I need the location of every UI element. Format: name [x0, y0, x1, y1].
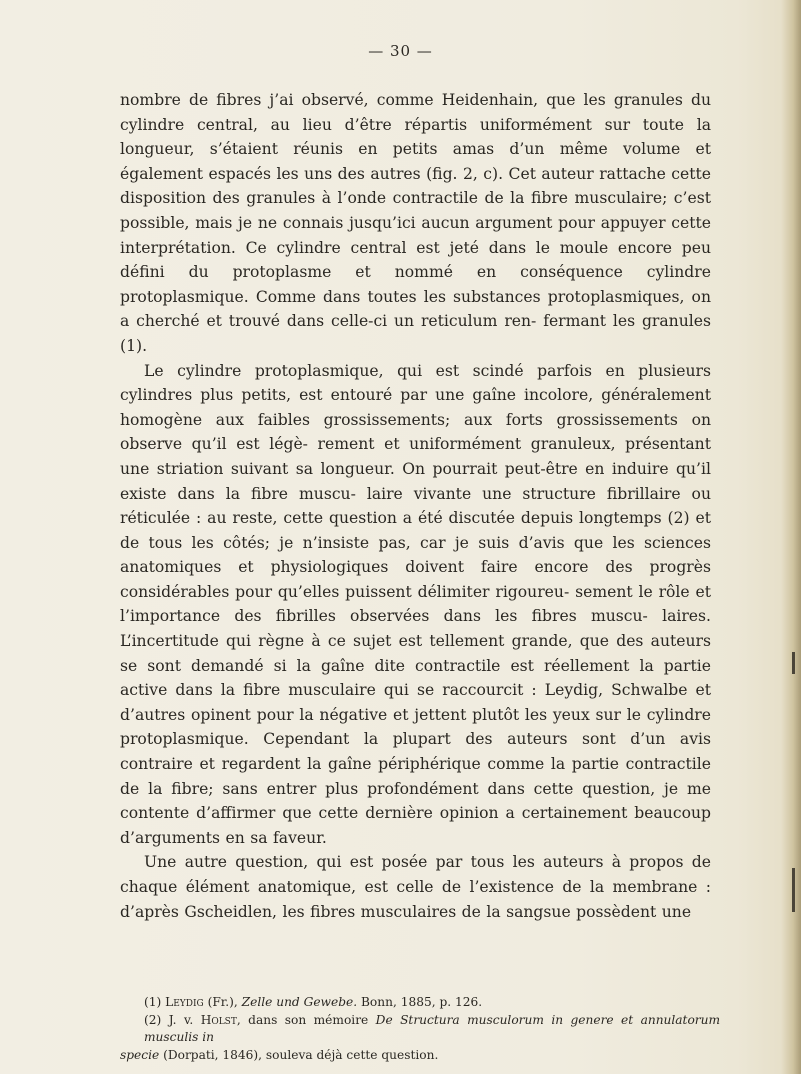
text-line: central est jeté dans le moule encore peu défini du protoplasme et nommé [120, 238, 711, 282]
text-line: protoplasmiques, on a cherché et trouvé dans celle-ci un reticulum ren- [120, 287, 711, 331]
text-line: laires. L’incertitude qui règne à ce sujet est tellement grande, que des [120, 607, 711, 651]
footnotes [120, 994, 720, 1064]
text-line: rement et uniformément granuleux, présentant une striation suivant sa [120, 435, 711, 478]
text-line: faveur. [273, 828, 327, 847]
text-line: entrer plus profondément dans cette question, je me contente d’affirmer [120, 779, 711, 823]
text-line: active dans la fibre musculaire qui se raccourcit : Leydig, Schwalbe et [120, 681, 711, 700]
binding-mark [792, 652, 795, 674]
text-line: à l’onde contractile de la fibre musculaire; c’est possible, mais je ne connais [120, 189, 711, 232]
text-line: jusqu’ici aucun argument pour appuyer cette interprétation. Ce cylindre [120, 213, 711, 257]
text-line: nombre de fibres j’ai observé, comme Heidenhain, que les granules du [120, 91, 711, 109]
footnote-2-continued: specie (Dorpati, 1846), souleva déjà cette question. [120, 1047, 439, 1062]
text-line: regardent la gaîne périphérique comme la partie contractile de la fibre; sans [120, 755, 711, 798]
text-line: Le cylindre protoplasmique, qui est scindé parfois en plusieurs cylindres [120, 361, 711, 405]
text-line: s’étaient réunis en petits amas d’un même volume et également espacés les [120, 140, 711, 183]
text-line: encore des progrès considérables pour qu’elles puissent délimiter rigoureu- [120, 558, 711, 601]
text-line: chaque élément anatomique, est celle de l’existence de la membrane : [120, 878, 711, 896]
text-line: Une autre question, qui est posée par tous les auteurs à propos de [144, 853, 711, 872]
text-line: faibles grossissements; aux forts grossissements on observe qu’il est légè- [120, 410, 712, 454]
paragraph-1 [120, 88, 711, 359]
paragraph-2 [120, 359, 711, 851]
text-line: cylindre central, au lieu d’être répartis uniformément sur toute la longueur, [120, 115, 711, 159]
text-line: auteurs se sont demandé si la gaîne dite contractile est réellement la partie [120, 632, 711, 675]
text-line: suis d’avis que les sciences anatomiques et physiologiques doivent faire [120, 533, 711, 577]
body-text [120, 88, 711, 924]
text-line: été discutée depuis longtemps (2) et de tous les côtés; je n’insiste pas, car je [120, 509, 711, 552]
text-line: fermant les granules (1). [120, 312, 711, 355]
paragraph-3 [120, 850, 711, 924]
text-line: longueur. On pourrait peut-être en induire qu’il existe dans la fibre muscu- [120, 459, 711, 503]
text-line: en conséquence cylindre protoplasmique. Comme dans toutes les substances [120, 263, 711, 306]
footnote-1: (1) Leydig (Fr.), Zelle und Gewebe. Bonn, 1885, p. 126. [144, 995, 483, 1009]
text-line: laire vivante une structure fibrillaire ou réticulée : au reste, cette question a [120, 484, 711, 528]
text-line: d’autres opinent pour la négative et jettent plutôt les yeux sur le cylindre [120, 705, 711, 724]
text-line: que cette dernière opinion a certainement beaucoup d’arguments en sa [120, 804, 711, 847]
text-line: protoplasmique. Cependant la plupart des auteurs sont d’un avis contraire et [120, 730, 711, 774]
page-number: — 30 — [368, 42, 433, 60]
binding-mark [792, 868, 795, 912]
page-edge-shadow [781, 0, 801, 1074]
text-line: d’après Gscheidlen, les fibres musculaires de la sangsue possèdent une [120, 902, 692, 921]
text-line: sement le rôle et l’importance des fibrilles observées dans les fibres muscu- [120, 582, 711, 626]
text-line: uns des autres (fig. 2, c). Cet auteur rattache cette disposition des granules [120, 164, 711, 208]
text-line: plus petits, est entouré par une gaîne incolore, généralement homogène aux [120, 386, 711, 429]
footnote-2: (2) J. v. Holst, dans son mémoire De Structura musculorum in genere et annulatorum musculis in [144, 1012, 721, 1044]
